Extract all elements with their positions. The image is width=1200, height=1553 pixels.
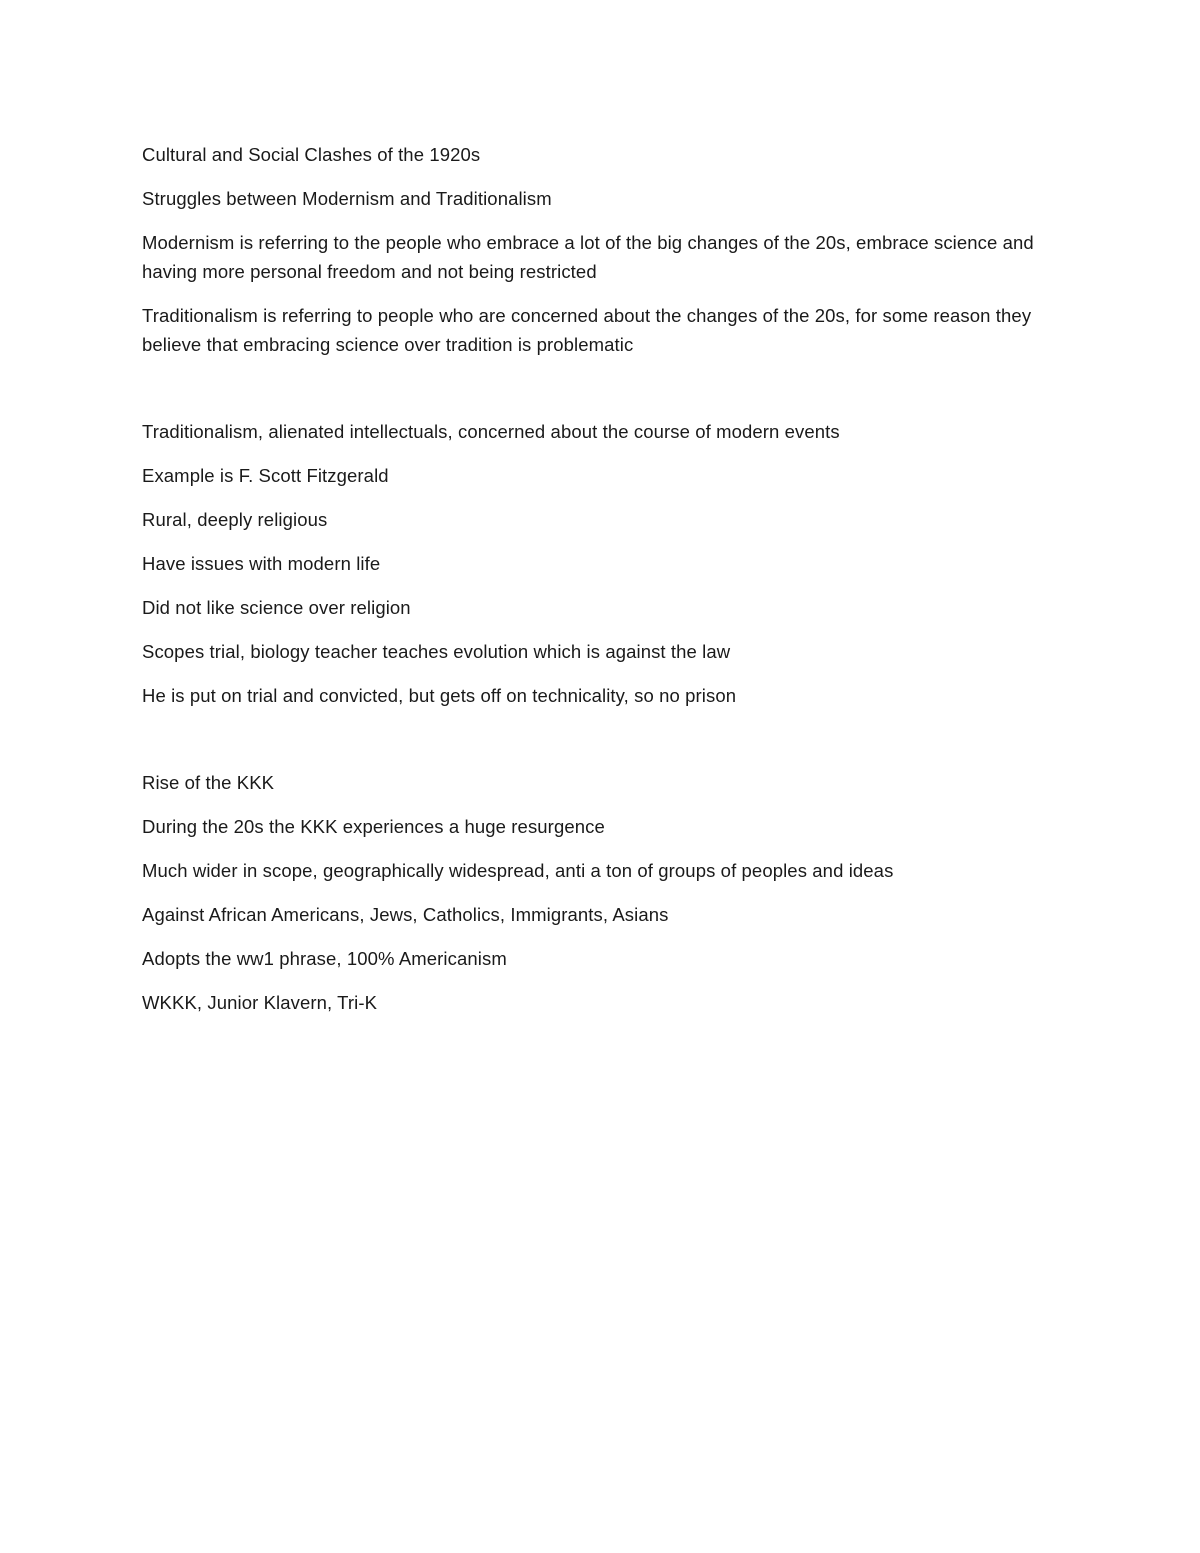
paragraph-modernism-definition: Modernism is referring to the people who embrace a lot of the big changes of the 20s, embrace science and having more personal freedom and not being restricted [142,232,1034,282]
paragraph-science-religion: Did not like science over religion [142,597,411,618]
paragraph-fitzgerald-example: Example is F. Scott Fitzgerald [142,465,389,486]
paragraph-trial-outcome: He is put on trial and convicted, but gets off on technicality, so no prison [142,685,737,706]
section-heading-rise-of-kkk: Rise of the KKK [142,772,275,793]
paragraph-traditionalism-definition: Traditionalism is referring to people who are concerned about the changes of the 20s, for some reason they believe that embracing science over tradition is problematic [142,305,1032,355]
section-heading-modernism-traditionalism: Struggles between Modernism and Traditionalism [142,188,552,209]
document-body [142,140,1062,1017]
paragraph-kkk-scope: Much wider in scope, geographically widespread, anti a ton of groups of peoples and ideas [142,860,894,881]
paragraph-modern-life-issues: Have issues with modern life [142,553,381,574]
paragraph-kkk-targets: Against African Americans, Jews, Catholics, Immigrants, Asians [142,904,669,925]
paragraph-rural-religious: Rural, deeply religious [142,509,328,530]
paragraph-traditionalism-intellectuals: Traditionalism, alienated intellectuals, concerned about the course of modern events [142,421,840,442]
document-title: Cultural and Social Clashes of the 1920s [142,144,481,165]
paragraph-kkk-organizations: WKKK, Junior Klavern, Tri-K [142,992,378,1013]
paragraph-americanism: Adopts the ww1 phrase, 100% Americanism [142,948,507,969]
paragraph-scopes-trial: Scopes trial, biology teacher teaches evolution which is against the law [142,641,731,662]
paragraph-kkk-resurgence: During the 20s the KKK experiences a huge resurgence [142,816,605,837]
